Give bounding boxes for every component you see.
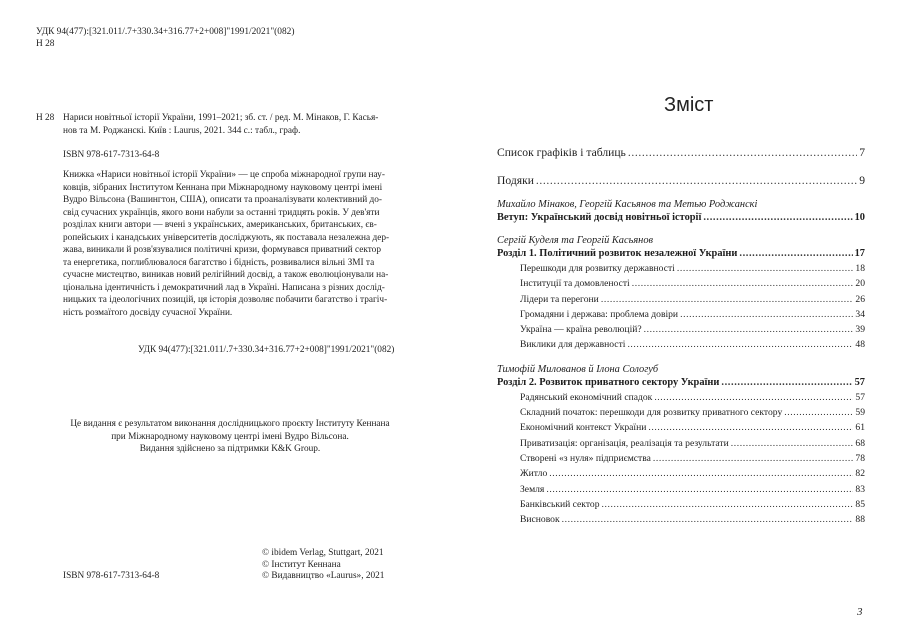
toc-entry-title: Ветуп: Український досвід новітньої історії — [497, 212, 702, 223]
toc-entry-title: Економічний контекст України — [520, 422, 647, 434]
dot-leader — [654, 390, 853, 405]
toc-entry-page: 83 — [855, 483, 865, 495]
toc-entry-title: Перешкоди для розвитку державності — [520, 263, 675, 274]
isbn-bottom: ISBN 978-617-7313-64-8 — [63, 571, 160, 581]
toc-entry-page: 68 — [855, 437, 865, 449]
isbn: ISBN 978-617-7313-64-8 — [63, 150, 160, 160]
toc-entry-title: Інституції та домовленості — [520, 278, 630, 290]
toc-chapter-2[interactable] — [497, 376, 865, 389]
table-of-contents — [497, 146, 865, 527]
toc-subentry[interactable] — [520, 405, 865, 420]
toc-entry-figures[interactable] — [497, 146, 865, 160]
chapter-authors: Тимофій Милованов й Ілона Сологуб — [497, 363, 659, 375]
toc-entry-title: Висновок — [520, 514, 560, 526]
dot-leader — [784, 405, 853, 420]
toc-title: Зміст — [664, 94, 714, 116]
toc-entry-page: 18 — [855, 263, 865, 274]
toc-subentry[interactable] — [520, 322, 865, 337]
catalog-code: Н 28 — [36, 113, 55, 123]
copyright-line: © Інститут Кеннана — [262, 559, 341, 570]
toc-entry-title: Виклики для державності — [520, 339, 626, 351]
udk-code-bottom: УДК 94(477):[321.011/.7+330.34+316.77+2+008]"1991/2021"(082) — [138, 345, 395, 355]
toc-chapter-1[interactable] — [497, 247, 865, 260]
toc-entry-page: 85 — [855, 498, 865, 510]
toc-entry-title: Розділ 2. Розвиток приватного сектору України — [497, 376, 720, 388]
toc-entry-page: 34 — [855, 308, 865, 320]
dot-leader — [648, 420, 853, 435]
toc-subentry[interactable] — [520, 436, 865, 451]
toc-entry-page: 39 — [855, 324, 865, 336]
toc-subentry[interactable] — [520, 261, 865, 276]
toc-entry-intro[interactable] — [497, 211, 865, 224]
catalog-entry — [36, 112, 408, 138]
annotation-line: ропейських і канадських університетів досліджують, як поставала незалежна дер- — [63, 232, 390, 243]
dot-leader — [703, 211, 852, 224]
annotation-line: ціональна ідентичність і демократичний лад в Україні. Написана з різних дослід- — [63, 282, 385, 293]
toc-entry-acknowledgements[interactable] — [497, 174, 865, 188]
page-number: 3 — [857, 606, 863, 618]
research-note-line: Видання здійснено за підтримки K&K Group. — [139, 444, 321, 454]
toc-entry-title: Радянський економічний спадок — [520, 391, 653, 403]
toc-entry-page: 82 — [855, 468, 865, 480]
research-note — [40, 418, 420, 456]
copyright-line: © ibidem Verlag, Stuttgart, 2021 — [262, 548, 384, 558]
toc-subentry[interactable] — [520, 482, 865, 497]
toc-entry-page: 48 — [855, 339, 865, 351]
udk-code: УДК 94(477):[321.011/.7+330.34+316.77+2+008]"1991/2021"(082) — [36, 27, 295, 37]
toc-subentry[interactable] — [520, 466, 865, 481]
dot-leader — [628, 146, 857, 160]
toc-subentry[interactable] — [520, 512, 865, 527]
chapter-authors: Сергій Куделя та Георгій Касьянов — [497, 235, 654, 246]
toc-entry-title: Розділ 1. Політичний розвиток незалежної України — [497, 248, 738, 259]
toc-entry-title: Житло — [520, 468, 548, 480]
toc-entry-title: Україна — країна революцій? — [520, 324, 642, 336]
toc-subentry[interactable] — [520, 337, 865, 352]
toc-entry-page: 59 — [855, 407, 865, 419]
dot-leader — [546, 482, 853, 497]
toc-entry-page: 20 — [855, 278, 865, 290]
annotation-line: ницьких та ідеологічних позицій, ця історія дозволяє побачити багатство і трагіч- — [63, 295, 388, 305]
toc-entry-title: Подяки — [497, 174, 534, 187]
dot-leader — [549, 466, 853, 481]
toc-entry-page: 26 — [855, 293, 865, 305]
dot-leader — [562, 512, 854, 527]
toc-entry-title: Список графіків і таблиць — [497, 146, 626, 159]
toc-entry-title: Складний початок: перешкоди для розвитку приватного сектору — [520, 407, 783, 419]
toc-subentry[interactable] — [520, 307, 865, 322]
dot-leader — [627, 337, 853, 352]
copyright-line: © Видавництво «Laurus», 2021 — [262, 571, 385, 582]
toc-entry-page: 7 — [859, 146, 865, 159]
annotation-line: Книжка «Нариси новітньої історії України» — це спроба міжнародної групи нау- — [63, 170, 385, 180]
dot-leader — [677, 261, 854, 276]
toc-entry-title: Приватизація: організація, реалізація та результати — [520, 437, 729, 449]
toc-subentry[interactable] — [520, 451, 865, 466]
toc-entry-title: Банківський сектор — [520, 498, 600, 510]
toc-subentry[interactable] — [520, 497, 865, 512]
catalog-line-2: нов та М. Роджанскі. Київ : Laurus, 2021. 344 с.: табл., граф. — [63, 126, 301, 136]
dot-leader — [632, 276, 854, 291]
toc-entry-page: 57 — [854, 376, 865, 388]
toc-entry-title: Громадяни і держава: проблема довіри — [520, 308, 679, 320]
annotation — [63, 169, 408, 319]
toc-subentry[interactable] — [520, 292, 865, 307]
intro-authors: Михайло Мінаков, Георгій Касьянов та Метью Роджанскі — [497, 199, 758, 210]
toc-entry-title: Лідери та перегони — [520, 293, 599, 305]
dot-leader — [602, 497, 854, 512]
dot-leader — [739, 247, 852, 260]
toc-entry-title: Створені «з нуля» підприємства — [520, 452, 651, 464]
toc-entry-page: 17 — [854, 248, 865, 259]
annotation-line: ність розмаїтого досвіду сучасної України. — [63, 307, 233, 318]
dot-leader — [721, 376, 852, 389]
toc-entry-title: Земля — [520, 483, 545, 495]
annotation-line: ковців, зібраних Інститутом Кеннана при Міжнародному науковому центрі імені — [63, 182, 383, 193]
annotation-line: та енергетика, поглиблювалося багатство і бідність, розвивалися вільні ЗМІ та — [63, 257, 375, 268]
udk-header — [36, 27, 295, 51]
toc-subentry[interactable] — [520, 276, 865, 291]
dot-leader — [644, 322, 854, 337]
dot-leader — [680, 307, 853, 322]
toc-subentry[interactable] — [520, 420, 865, 435]
dot-leader — [731, 436, 854, 451]
toc-entry-page: 10 — [854, 212, 865, 223]
annotation-line: жава, виникали й розв'язувалися політичні кризи, формувався приватний сектор — [63, 245, 381, 255]
annotation-line: свід сучасних українців, якого вони набули за останні тридцять років. У дев'яти — [63, 207, 380, 218]
catalog-line-1: Нариси новітньої історії України, 1991–2021; зб. ст. / ред. М. Мінаков, Г. Касья- — [63, 113, 379, 123]
research-note-line: при Міжнародному науковому центрі імені Вудро Вільсона. — [111, 431, 349, 442]
dot-leader — [536, 174, 857, 188]
author-mark: Н 28 — [36, 38, 55, 49]
annotation-line: розділах книги автори — вчені з українських, американських, британських, єв- — [63, 220, 377, 230]
toc-subentry[interactable] — [520, 390, 865, 405]
dot-leader — [653, 451, 853, 466]
toc-entry-page: 88 — [855, 514, 865, 526]
copyright-block — [262, 548, 384, 583]
annotation-line: Вудро Вільсона (Вашингтон, США), описати та проаналізувати колективний до- — [63, 195, 382, 205]
toc-entry-page: 9 — [859, 174, 865, 187]
toc-entry-page: 78 — [855, 452, 865, 464]
research-note-line: Це видання є результатом виконання дослідницького проєкту Інституту Кеннана — [70, 419, 390, 429]
toc-entry-page: 57 — [855, 391, 865, 403]
toc-entry-page: 61 — [855, 422, 865, 434]
dot-leader — [601, 292, 854, 307]
annotation-line: сучасне мистецтво, виникав новий релігійний досвід, а також еволюціонували на- — [63, 270, 389, 280]
